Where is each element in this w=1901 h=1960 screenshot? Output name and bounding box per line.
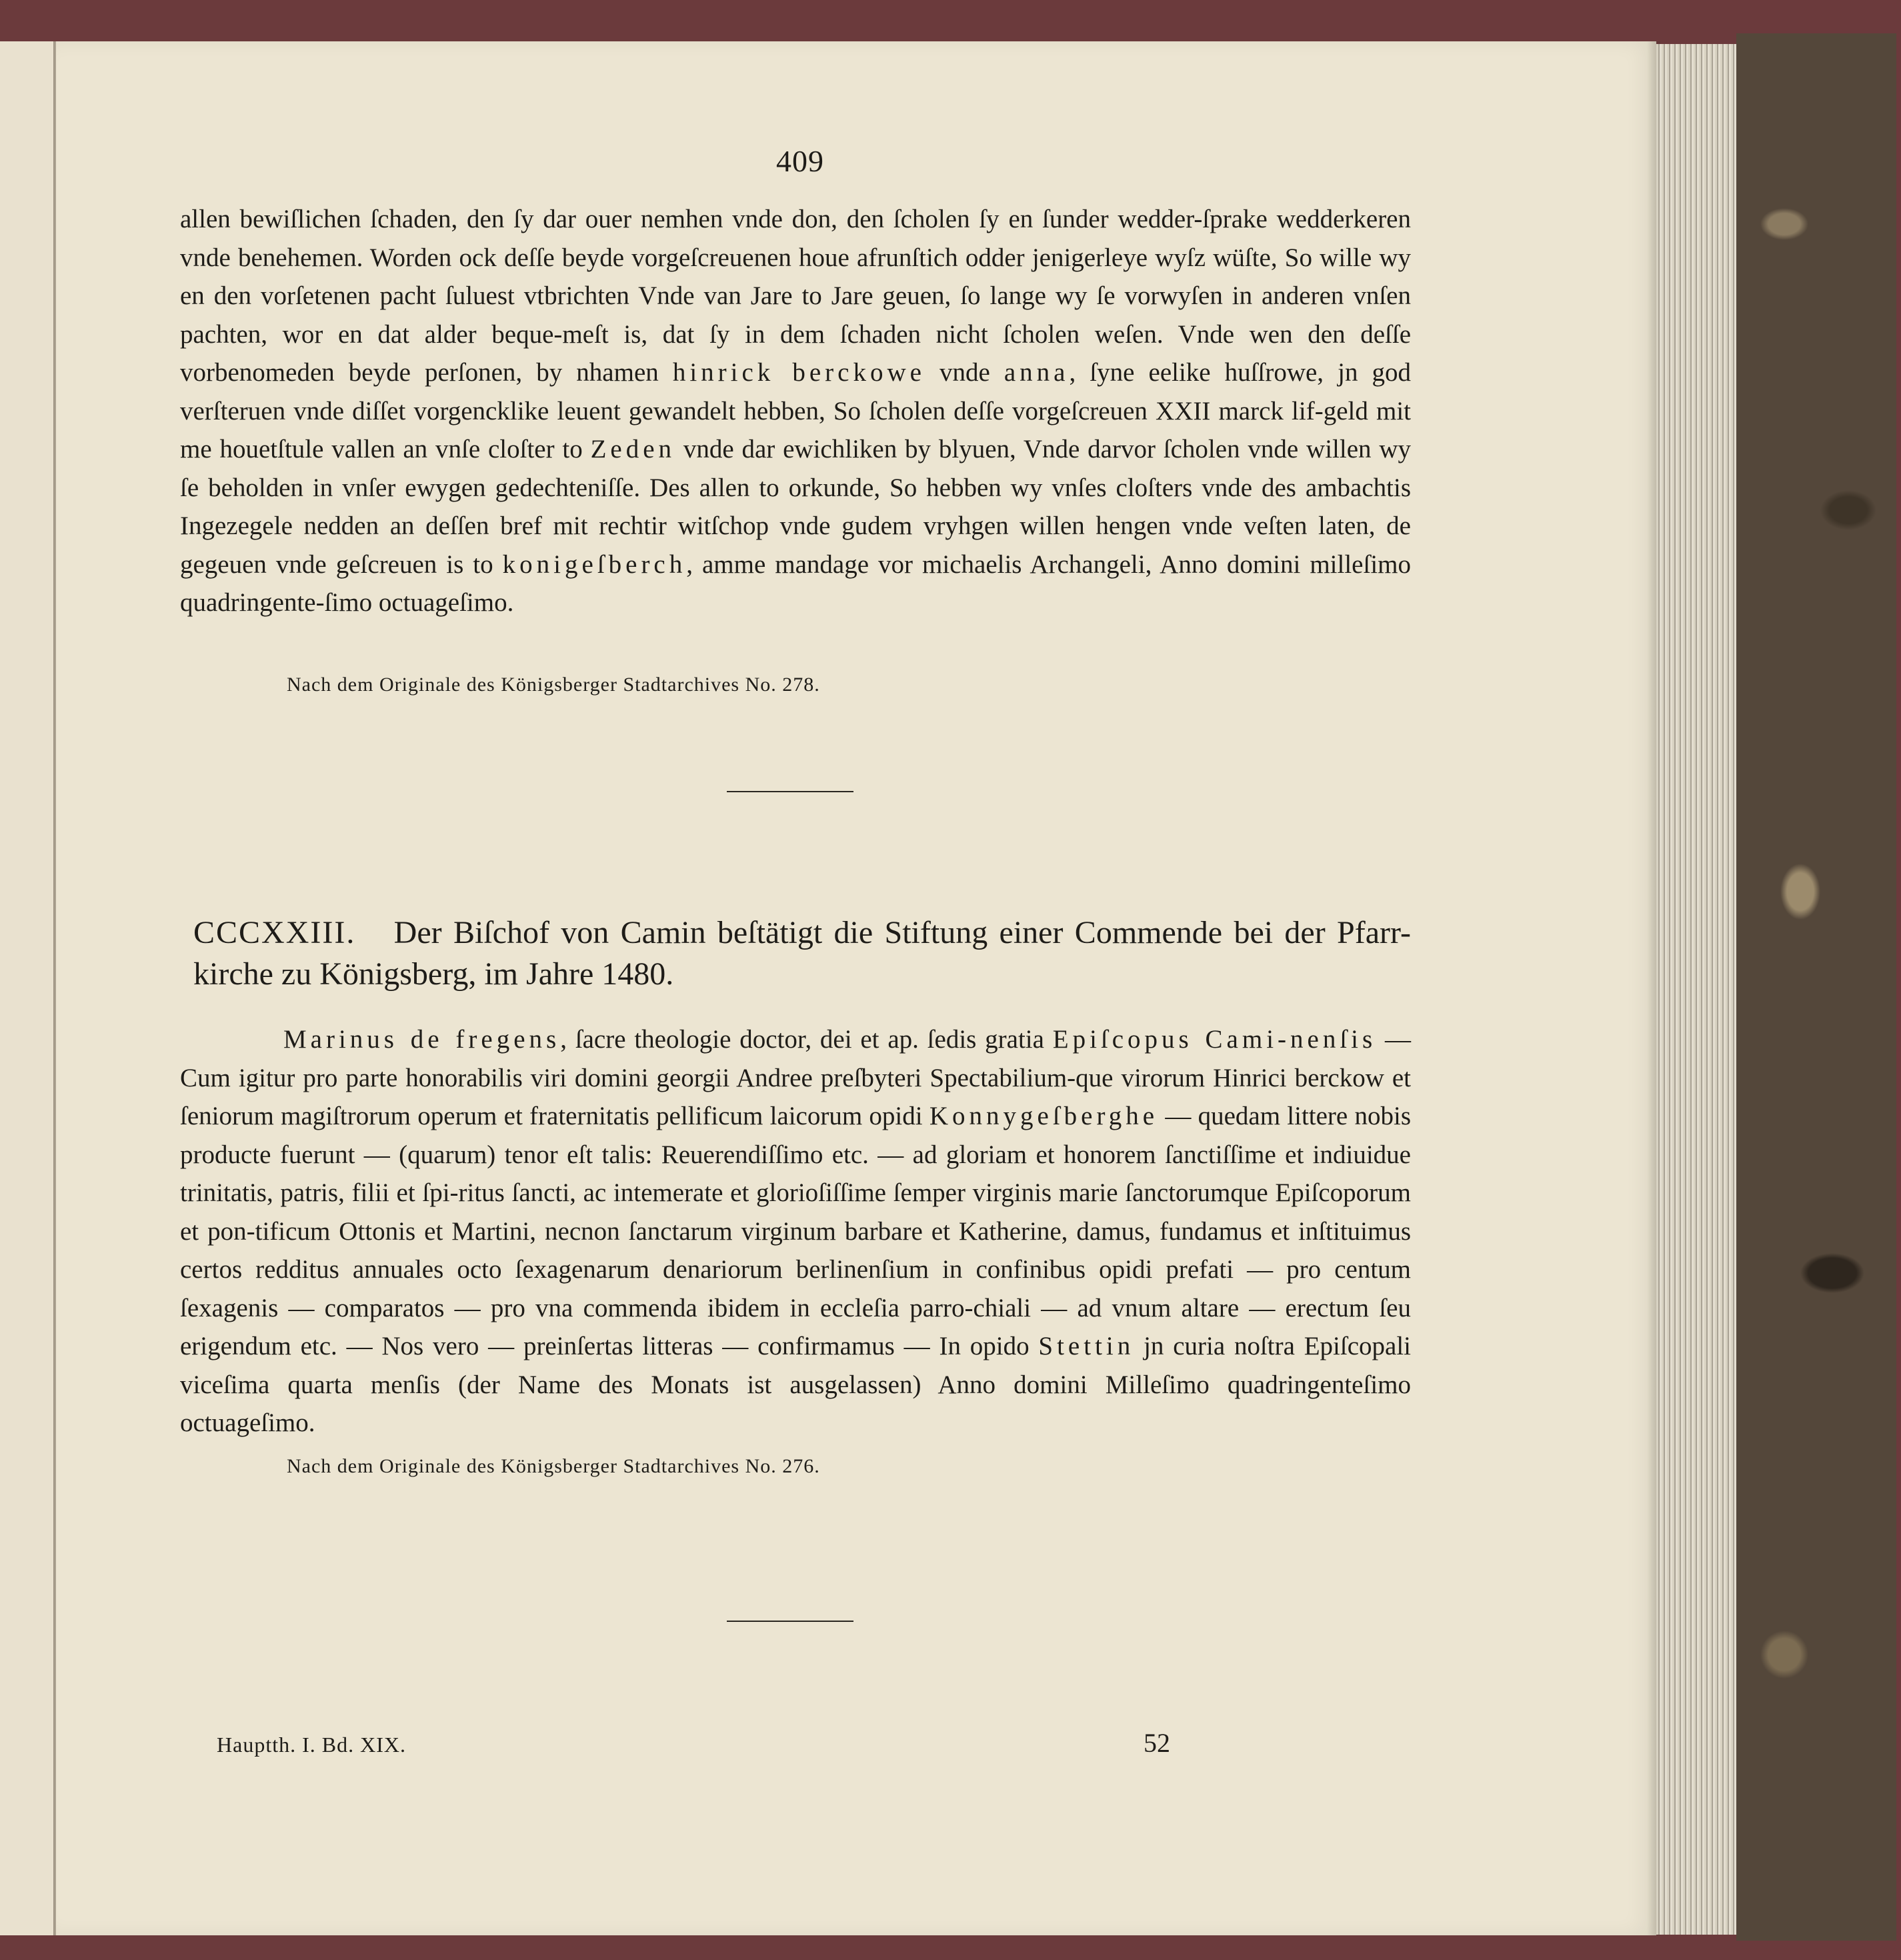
text-segment: vnde bbox=[939, 358, 990, 387]
text-segment: , ſyne eelike huſſrowe, jn god verſteruen vnde diſſet vorgencklike leuent gewandelt hebben, So ſcholen deſſe vorgeſcreuen XXII marck lif-geld mit me houetſtule vallen an vnſe cloſter to bbox=[180, 358, 1412, 463]
charter-text bbox=[180, 1020, 1411, 1442]
document-title: Der Biſchof von Camin beſtätigt die Stiftung einer Commende bei der Pfarr-kirche zu Königsberg, im Jahre 1480. bbox=[193, 915, 1412, 992]
text-segment: — Cum igitur pro parte honorabilis viri domini georgii Andree preſbyteri Spectabilium-que virorum Hinrici berckow et ſeniorum magiſtrorum operum et fraternitatis pellificum laicorum opidi bbox=[180, 1025, 1411, 1130]
section-divider bbox=[727, 791, 853, 792]
person-name: Marinus de fregens bbox=[283, 1025, 561, 1054]
document-heading bbox=[193, 912, 1411, 995]
facing-page-edge bbox=[0, 41, 56, 1935]
text-segment: , amme mandage vor michaelis Archangeli, Anno domini milleſimo quadringente-ſimo octuageſimo. bbox=[180, 550, 1412, 617]
place-name: Stettin bbox=[1038, 1332, 1135, 1360]
source-note: Nach dem Originale des Königsberger Stadtarchives No. 276. bbox=[287, 1455, 820, 1477]
person-name: anna bbox=[1004, 358, 1070, 387]
page-block-edge bbox=[1656, 44, 1736, 1935]
text-segment: , ſacre theologie doctor, dei et ap. ſedis gratia bbox=[560, 1025, 1044, 1054]
section-divider bbox=[727, 1621, 853, 1622]
sheet-signature: 52 bbox=[1144, 1728, 1170, 1758]
title-phrase: Epiſcopus Cami-nenſis bbox=[1052, 1025, 1377, 1054]
place-name: konigeſberch bbox=[502, 550, 687, 579]
source-note: Nach dem Originale des Königsberger Stadtarchives No. 278. bbox=[287, 674, 820, 696]
charter-text-continued bbox=[180, 200, 1411, 622]
marbled-cover-board bbox=[1736, 33, 1896, 1941]
place-name: Konnygeſberghe bbox=[929, 1102, 1159, 1130]
place-name: Zeden bbox=[590, 435, 676, 463]
page-number: 409 bbox=[776, 144, 824, 178]
text-segment: allen bewiſlichen ſchaden, den ſy dar ouer nemhen vnde don, den ſcholen ſy en ſunder wedder-ſprake wedderkeren vnde benehemen. Worden ock deſſe beyde vorgeſcreuenen houe afrunſtich odder jenigerleye wyſz wüſte, So wille wy en den vorſetenen pacht ſuluest vtbrichten Vnde van Jare to Jare geuen, ſo lange wy ſe vorwyſen in anderen vnſen pachten, wor en dat alder beque-meſt is, dat ſy in dem ſchaden nicht ſcholen weſen. Vnde wen den deſſe vorbenomeden beyde perſonen, by nhamen bbox=[180, 205, 1411, 387]
volume-signature: Hauptth. I. Bd. XIX. bbox=[217, 1733, 406, 1757]
document-number: CCCXXIII. bbox=[193, 915, 356, 950]
text-segment: jn curia noſtra Epiſcopali viceſima quarta menſis (der Name des Monats ist ausgelassen) Anno domini Milleſimo quadringenteſimo octuageſimo. bbox=[180, 1332, 1412, 1437]
text-segment: vnde dar ewichliken by blyuen, Vnde darvor ſcholen vnde willen wy ſe beholden in vnſer ewygen gedechteniſſe. Des allen to orkunde, So hebben wy vnſes cloſters vnde des ambachtis Ingezegele nedden an deſſen bref mit rechtir witſchop vnde gudem vryhgen willen hengen vnde veſten laten, de gegeuen vnde geſcreuen is to bbox=[180, 435, 1412, 579]
person-name: hinrick berckowe bbox=[672, 358, 925, 387]
text-segment: — quedam littere nobis producte fuerunt — (quarum) tenor eſt talis: Reuerendiſſimo etc. — ad gloriam et honorem ſanctiſſime et indiuidue trinitatis, patris, filii et ſpi-ritus ſancti, ac intemerate et glorioſiſſime ſemper virginis marie ſanctorumque Epiſcoporum et pon-tificum Ottonis et Martini, necnon ſanctarum virginum barbare et Katherine, damus, fundamus et inſtituimus certos redditus annuales octo ſexagenarum denariorum berlinenſium in confinibus opidi prefati — pro centum ſexagenis — comparatos — pro vna commenda ibidem in eccleſia parro-chiali — ad vnum altare — erectum ſeu erigendum etc. — Nos vero — preinſertas litteras — confirmamus — In opido bbox=[180, 1102, 1411, 1360]
